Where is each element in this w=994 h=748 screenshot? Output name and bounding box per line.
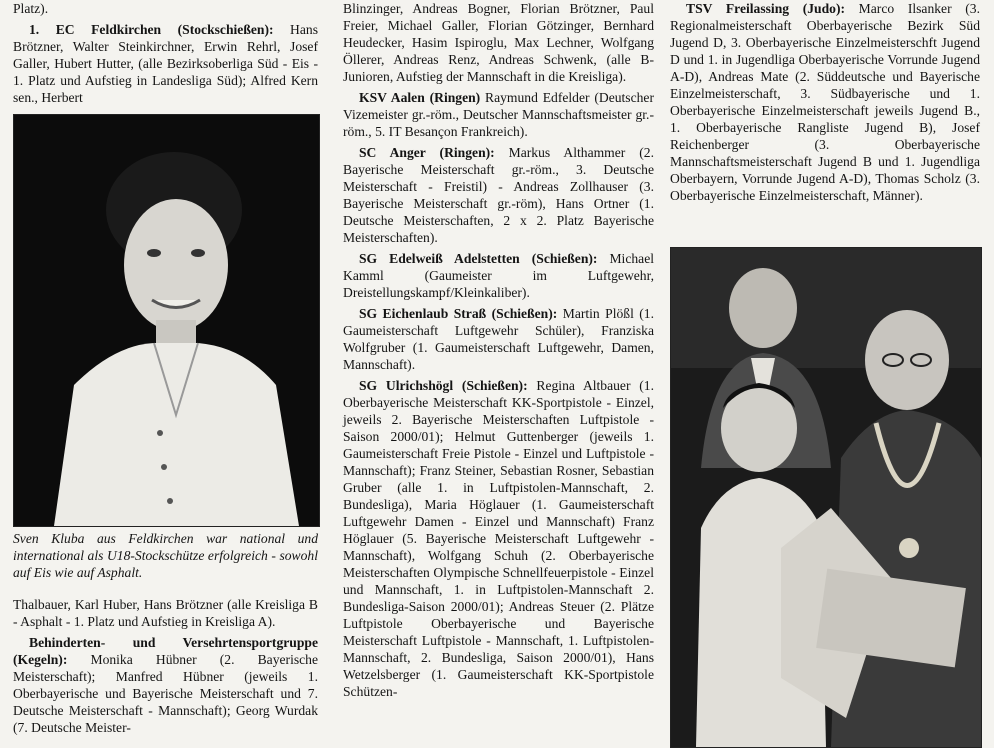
paragraph-text: Markus Althammer (2. Bayerische Meisterschaft gr.-röm., 3. Deutsche Meisterschaft - Freistil) - Andreas Zollhauser (3. Bayerische Meisterschaft gr.-röm), Hans Ortner (1. Deutsche Meisterschaften, 2 x 2. Platz Bayerische Meisterschaften). — [343, 145, 655, 245]
club-heading: KSV Aalen (Ringen) — [359, 90, 481, 105]
club-heading: SG Eichenlaub Straß (Schießen): — [359, 306, 558, 321]
paragraph-text: Regina Altbauer (1. Oberbayerische Meisterschaft KK-Sportpistole - Einzel, jeweils 2. Bayerische Meisterschaften Luftpistole - Saison 2000/01); Helmut Guttenberger (jeweils 1. Gaumeisterschaft Freie Pistole - Einzel und Luftpistole - Mannschaft); Franz Steiner, Sebastian Rosner, Sebastian Gruber (alle 1. in Luftpistolen-Mannschaft, 2. Bundesliga), Maria Höglauer (1. Gaumeisterschaft Luftgewehr Damen - Einzel und Mannschaft) Franz Höglauer (5. Bayerische Meisterschaft Luftgewehr - Mannschaft), Wolfgang Schuh (2. Oberbayerische Meisterschaften Olympische Schnellfeuerpistole - Einzel und Mannschaft, 1. in Luftpistolen-Mannschaft 2. Bundesliga-Saison 2000/01); Andreas Steuer (2. Plätze Luftpistole Oberbayerische und Bayerische Meisterschaft Luftpistole - Mannschaft, 1. Luftpistolen-Mannschaft, 2. Bundesliga, Saison 2000/01), Hans Wetzelsberger (1. Gaumeisterschaft KK-Sportpistole Schützen- — [343, 378, 654, 699]
paragraph-text: Hans Brötzner, Walter Steinkirchner, Erwin Rehrl, Josef Galler, Hubert Hutter, (alle Bezirksoberliga Süd - Eis - 1. Platz und Aufstieg in Landesliga Süd); Alfred Kern sen., Herbert — [13, 22, 318, 105]
text-line: Platz). — [13, 1, 49, 16]
column-2 — [343, 0, 654, 704]
column-1-bottom — [13, 596, 318, 740]
club-heading: Behinderten- und Versehrtensportgruppe (Kegeln): — [13, 635, 318, 667]
column-3 — [670, 0, 980, 208]
photo-caption: Sven Kluba aus Feldkirchen war national und international als U18-Stockschütze erfolgreich - sowohl auf Eis wie auf Asphalt. — [13, 531, 318, 580]
paragraph-text: Monika Hübner (2. Bayerische Meisterschaft); Manfred Hübner (jeweils 1. Oberbayerische und Bayerische Meisterschaft und 7. Deutsche Meisterschaft - Mannschaft); Georg Wurdak (7. Deutsche Meister- — [13, 652, 318, 735]
paragraph-sc-anger — [343, 144, 654, 246]
photo-award-ceremony — [670, 247, 982, 748]
photo-portrait — [13, 114, 320, 527]
paragraph-text: Martin Plößl (1. Gaumeisterschaft Luftgewehr Schüler), Franziska Wolfgruber (1. Gaumeisterschaft Luftgewehr, Damen, Mannschaft). — [343, 306, 655, 372]
paragraph-tsv-freilassing — [670, 0, 980, 204]
club-heading: SG Ulrichshögl (Schießen): — [359, 378, 528, 393]
paragraph-behinderten — [13, 634, 318, 736]
paragraph-text: Raymund Edfelder (Deutscher Vizemeister gr.-röm., Deutscher Mannschaftsmeister gr.-röm., 5. IT Besançon Frankreich). — [343, 90, 654, 139]
paragraph-sg-eichenlaub — [343, 305, 654, 373]
paragraph-text: Thalbauer, Karl Huber, Hans Brötzner (alle Kreisliga B - Asphalt - 1. Platz und Aufstieg in Kreisliga A). — [13, 597, 318, 629]
paragraph-ec-feldkirchen — [13, 21, 318, 106]
column-1-top — [13, 0, 318, 110]
paragraph-text: Marco Ilsanker (3. Regionalmeisterschaft Oberbayerische Bezirk Süd Jugend D, 3. Oberbayerische Einzelmeisterschft Jugend D und 1. in Jugendliga Oberbayerische Vorrunde Jugend A-D), Andreas Mate (2. Süddeutsche und Bayerische Einzelmeisterschaft, 3. Südbayerische und 1. Oberbayerische Einzelmeisterschaft jeweils Jugend B., 1. Oberbayerische Rangliste Jugend B), Josef Reichenberger (3. Oberbayerische Mannschaftsmeisterschaft Jugend B und 1. Jugendliga Oberbayern, Vorrunde Jugend A-D), Thomas Scholz (3. Oberbayerische Einzelmeisterschaft, Männer). — [670, 1, 980, 203]
club-heading: 1. EC Feldkirchen (Stockschießen): — [29, 22, 274, 37]
paragraph-ksv-aalen — [343, 89, 654, 140]
paragraph-text: Blinzinger, Andreas Bogner, Florian Brötzner, Paul Freier, Michael Galler, Florian Götzinger, Bernhard Heudecker, Hasim Ispiroglu, Max Lechner, Wolfgang Öllerer, Andreas Renz, Andreas Schwenk, (alle B-Junioren, Aufstieg der Mannschaft in die Kreisliga). — [343, 1, 654, 84]
paragraph-sg-edelweiss — [343, 250, 654, 301]
paragraph-sg-ulrichshoegl — [343, 377, 654, 700]
club-heading: SC Anger (Ringen): — [359, 145, 495, 160]
paragraph-text: Michael Kamml (Gaumeister im Luftgewehr, Dreistellungskampf/Kleinkaliber). — [343, 251, 655, 300]
club-heading: SG Edelweiß Adelstetten (Schießen): — [359, 251, 598, 266]
club-heading: TSV Freilassing (Judo): — [686, 1, 846, 16]
